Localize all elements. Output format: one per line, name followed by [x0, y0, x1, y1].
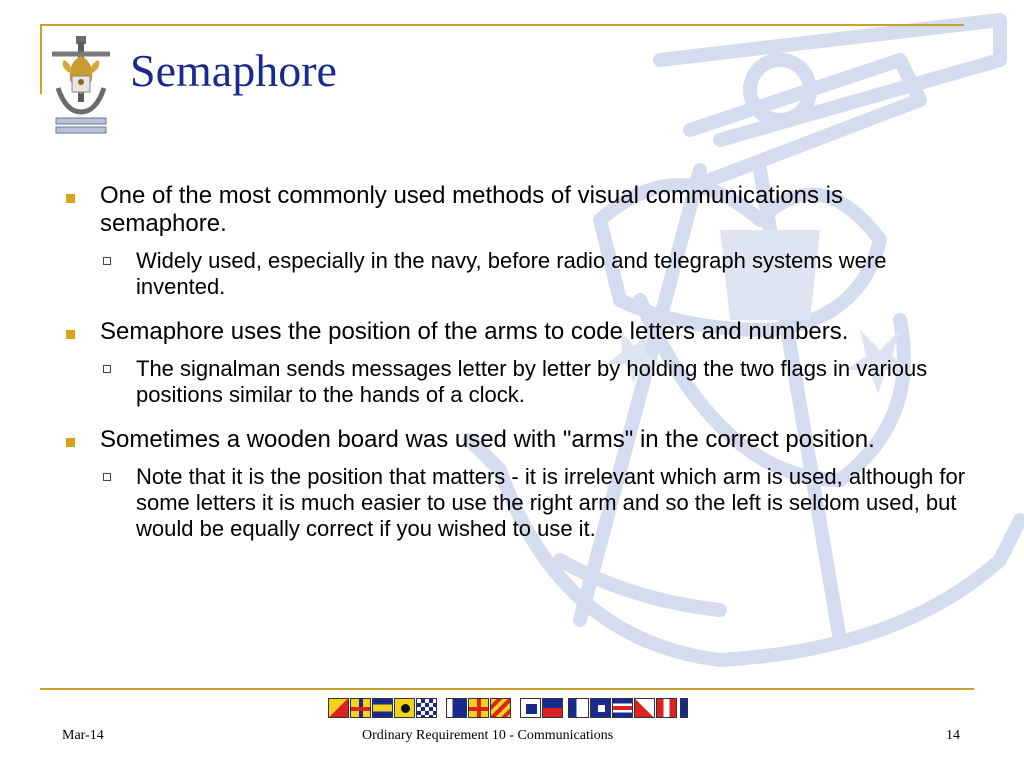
flag-icon	[416, 698, 437, 718]
slide-title: Semaphore	[130, 45, 337, 96]
sub-bullet-item	[100, 248, 972, 300]
bullet-marker-icon	[66, 330, 75, 339]
flag-icon	[468, 698, 489, 718]
sub-bullet-marker-icon	[103, 257, 111, 265]
bullet-text: Sometimes a wooden board was used with "arms" in the correct position.	[100, 426, 875, 453]
left-frame-line	[40, 24, 42, 94]
bullet-item	[62, 426, 972, 454]
sub-bullet-text: The signalman sends messages letter by letter by holding the two flags in various positions similar to the hands of a clock.	[136, 356, 928, 407]
flag-icon	[372, 698, 393, 718]
flag-icon	[590, 698, 611, 718]
flag-icon	[634, 698, 655, 718]
bullet-item	[62, 182, 972, 238]
bullet-text: One of the most commonly used methods of visual communications is semaphore.	[100, 182, 843, 237]
sea-scout-emblem-icon	[46, 32, 116, 136]
flag-icon	[568, 698, 589, 718]
footer-title: Ordinary Requirement 10 - Communications	[362, 728, 614, 743]
bullet-item	[62, 318, 972, 346]
top-frame-line	[40, 24, 964, 26]
bullet-list	[62, 182, 972, 560]
flag-icon	[656, 698, 677, 718]
sub-bullet-marker-icon	[103, 365, 111, 373]
flag-icon	[490, 698, 511, 718]
flag-icon	[394, 698, 415, 718]
page-number: 14	[946, 728, 960, 743]
flag-icon	[328, 698, 349, 718]
flag-icon	[350, 698, 371, 718]
footer-date: Mar-14	[62, 728, 104, 743]
flag-icon	[520, 698, 541, 718]
sub-bullet-text: Widely used, especially in the navy, before radio and telegraph systems were invented.	[136, 248, 887, 299]
flag-icon	[680, 698, 688, 718]
footer-rule	[40, 688, 974, 690]
bullet-marker-icon	[66, 194, 75, 203]
flag-icon	[446, 698, 467, 718]
bullet-marker-icon	[66, 438, 75, 447]
sub-bullet-item	[100, 356, 972, 408]
sub-bullet-item	[100, 464, 972, 542]
flag-icon	[612, 698, 633, 718]
bullet-text: Semaphore uses the position of the arms to code letters and numbers.	[100, 318, 849, 345]
sub-bullet-text: Note that it is the position that matters - it is irrelevant which arm is used, although for some letters it is much easier to use the right arm and so the left is seldom used, but would be equally correct if you wished to use it.	[136, 464, 966, 541]
sub-bullet-marker-icon	[103, 473, 111, 481]
flag-icon	[542, 698, 563, 718]
